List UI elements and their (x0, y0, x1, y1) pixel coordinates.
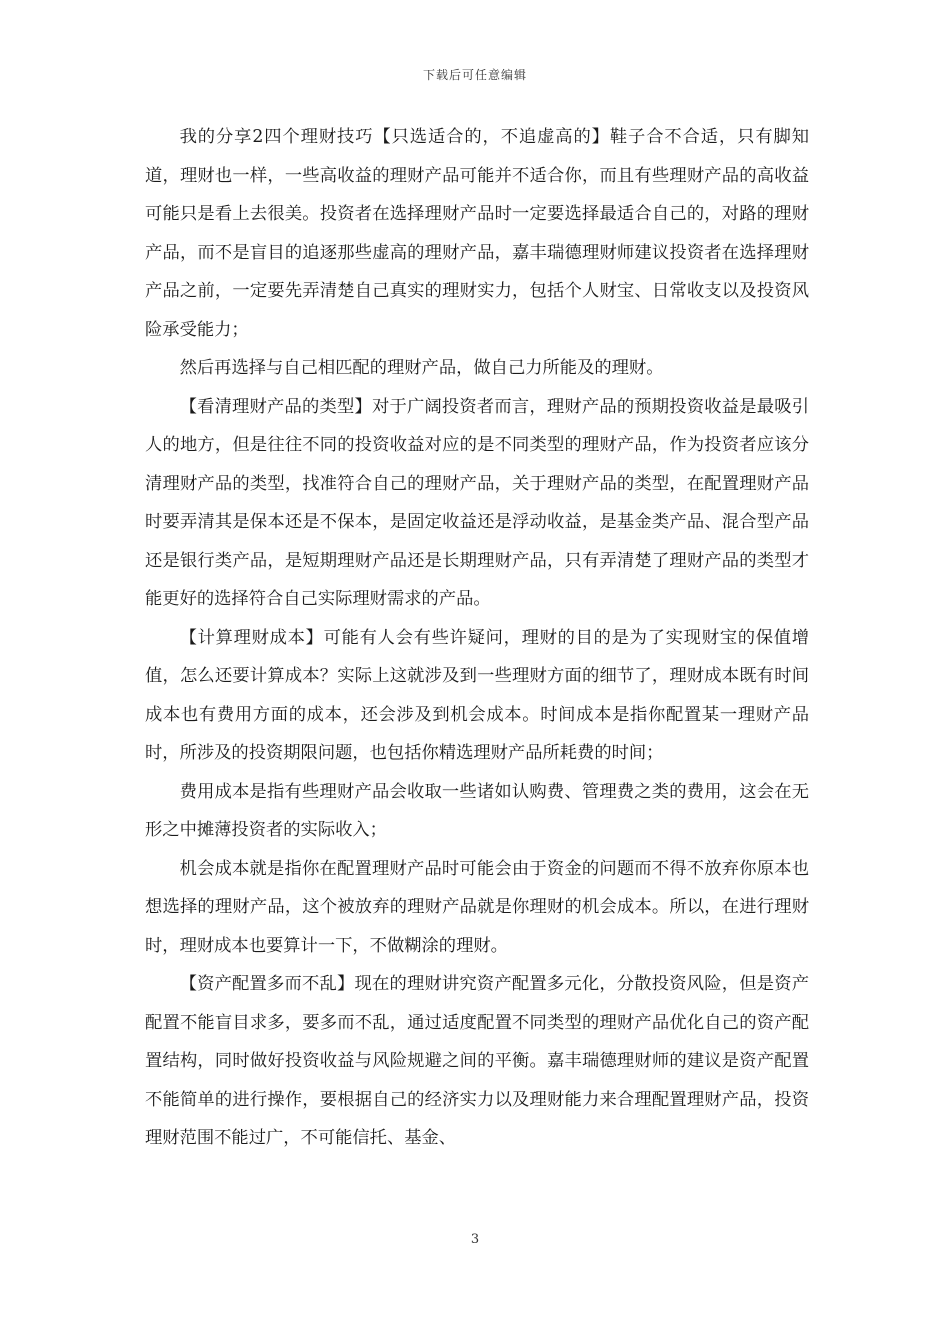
paragraph: 费用成本是指有些理财产品会收取一些诸如认购费、管理费之类的费用，这会在无形之中摊薄投资者的实际收入； (145, 781, 809, 840)
body-text (145, 118, 809, 1158)
paragraph: 【计算理财成本】可能有人会有些许疑问，理财的目的是为了实现财宝的保值增值，怎么还要计算成本？实际上这就涉及到一些理财方面的细节了，理财成本既有时间成本也有费用方面的成本，还会涉及到机会成本。时间成本是指你配置某一理财产品时，所涉及的投资期限问题，也包括你精选理财产品所耗费的时间； (145, 627, 809, 763)
paragraph: 【看清理财产品的类型】对于广阔投资者而言，理财产品的预期投资收益是最吸引人的地方，但是往往不同的投资收益对应的是不同类型的理财产品，作为投资者应该分清理财产品的类型，找准符合自己的理财产品，关于理财产品的类型，在配置理财产品时要弄清其是保本还是不保本，是固定收益还是浮动收益，是基金类产品、混合型产品还是银行类产品，是短期理财产品还是长期理财产品，只有弄清楚了理财产品的类型才能更好的选择符合自己实际理财需求的产品。 (145, 396, 809, 609)
paragraph: 我的分享2四个理财技巧【只选适合的，不追虚高的】鞋子合不合适，只有脚知道，理财也一样，一些高收益的理财产品可能并不适合你，而且有些理财产品的高收益可能只是看上去很美。投资者在选择理财产品时一定要选择最适合自己的，对路的理财产品，而不是盲目的追逐那些虚高的理财产品，嘉丰瑞德理财师建议投资者在选择理财产品之前，一定要先弄清楚自己真实的理财实力，包括个人财宝、日常收支以及投资风险承受能力； (145, 127, 809, 340)
paragraph: 然后再选择与自己相匹配的理财产品，做自己力所能及的理财。 (179, 358, 664, 378)
paragraph: 机会成本就是指你在配置理财产品时可能会由于资金的问题而不得不放弃你原本也想选择的理财产品，这个被放弃的理财产品就是你理财的机会成本。所以，在进行理财时，理财成本也要算计一下，不做糊涂的理财。 (145, 858, 809, 956)
paragraph: 【资产配置多而不乱】现在的理财讲究资产配置多元化，分散投资风险，但是资产配置不能盲目求多，要多而不乱，通过适度配置不同类型的理财产品优化自己的资产配置结构，同时做好投资收益与风险规避之间的平衡。嘉丰瑞德理财师的建议是资产配置不能简单的进行操作，要根据自己的经济实力以及理财能力来合理配置理财产品，投资理财范围不能过广，不可能信托、基金、 (145, 974, 809, 1148)
page-header: 下载后可任意编辑 (422, 68, 527, 82)
page-number: 3 (470, 1232, 480, 1247)
